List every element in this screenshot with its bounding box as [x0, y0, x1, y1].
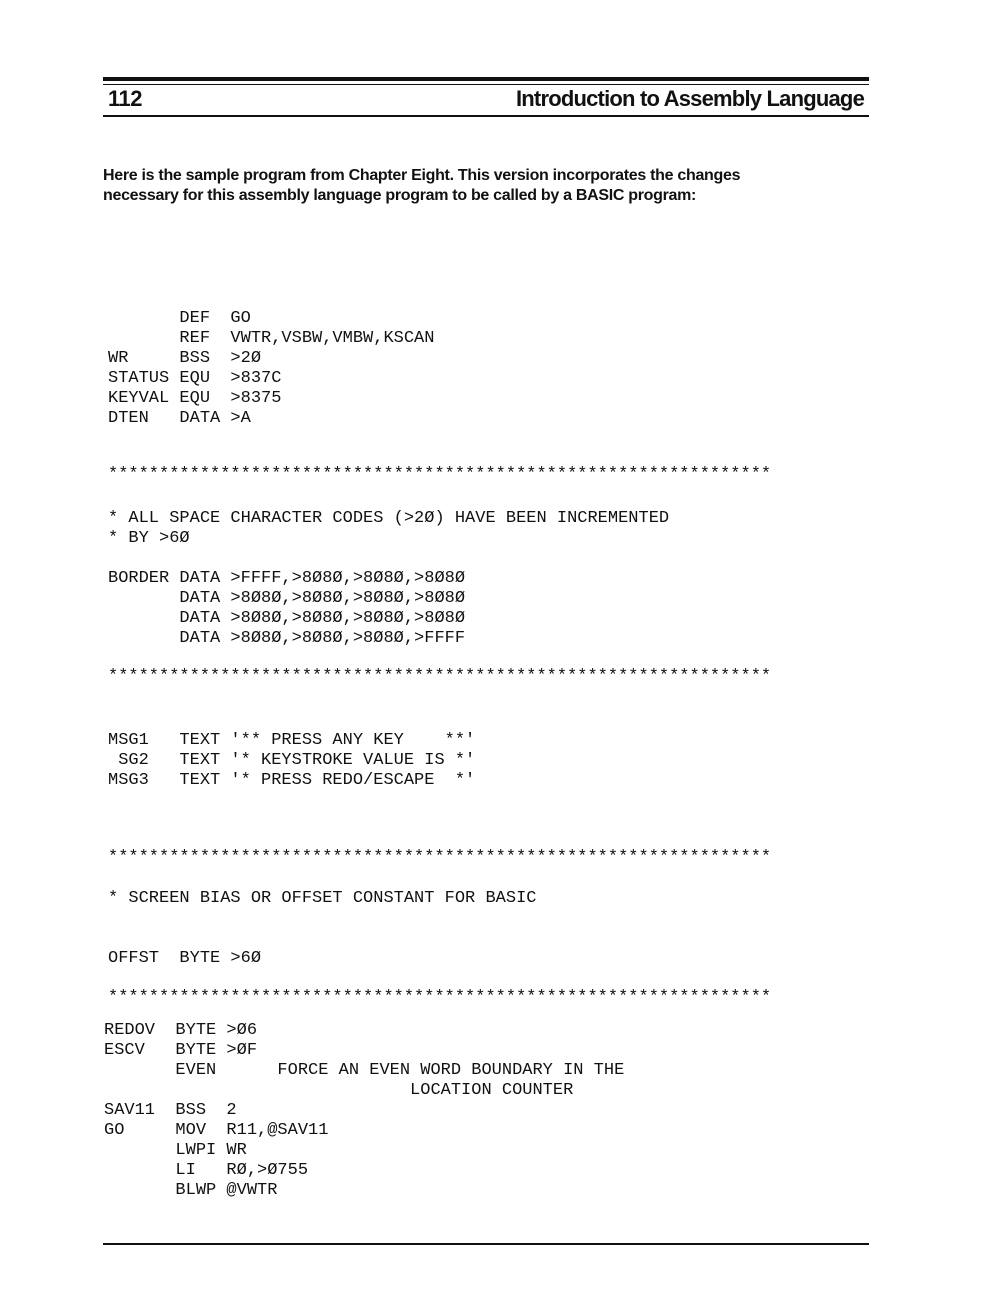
page-header	[103, 86, 869, 116]
code-comment-screen-bias: * SCREEN BIAS OR OFFSET CONSTANT FOR BASIC	[108, 889, 537, 908]
intro-paragraph	[103, 166, 863, 206]
comment-rule-3: *****************************************************************	[108, 848, 772, 867]
footer-rule	[103, 1243, 869, 1245]
code-definitions: DEF GO REF VWTR,VSBW,VMBW,KSCAN WR BSS >2Ø STATUS EQU >837C KEYVAL EQU >8375 DTEN DATA >A	[108, 309, 435, 428]
comment-rule-1: *****************************************************************	[108, 465, 772, 484]
chapter-title: Introduction to Assembly Language	[515, 86, 864, 111]
header-bottom-rule	[103, 115, 869, 117]
code-border-data: BORDER DATA >FFFF,>8Ø8Ø,>8Ø8Ø,>8Ø8Ø DATA >8Ø8Ø,>8Ø8Ø,>8Ø8Ø,>8Ø8Ø DATA >8Ø8Ø,>8Ø8Ø,>8Ø8Ø,>8Ø8Ø DATA >8Ø8Ø,>8Ø8Ø,>8Ø8Ø,>FFFF	[108, 569, 466, 648]
page-number: 112	[108, 86, 142, 111]
comment-rule-4: *****************************************************************	[108, 988, 772, 1007]
header-top-rule	[103, 77, 869, 81]
intro-line-1: Here is the sample program from Chapter Eight. This version incorporates the changes	[103, 167, 741, 184]
code-main-routine: REDOV BYTE >Ø6 ESCV BYTE >ØF EVEN FORCE AN EVEN WORD BOUNDARY IN THE LOCATION COUNTER SAV11 BSS 2 GO MOV R11,@SAV11 LWPI WR LI RØ,>Ø755 BLWP @VWTR	[104, 1021, 625, 1200]
code-offset: OFFST BYTE >6Ø	[108, 949, 262, 968]
code-messages: MSG1 TEXT '** PRESS ANY KEY **' SG2 TEXT '* KEYSTROKE VALUE IS *' MSG3 TEXT '* PRESS REDO/ESCAPE *'	[108, 731, 476, 790]
comment-rule-2: *****************************************************************	[108, 667, 772, 686]
code-comment-space-codes: * ALL SPACE CHARACTER CODES (>2Ø) HAVE BEEN INCREMENTED * BY >6Ø	[108, 509, 670, 548]
header-top-rule-thin	[103, 84, 869, 85]
intro-line-2: necessary for this assembly language program to be called by a BASIC program:	[103, 187, 697, 204]
